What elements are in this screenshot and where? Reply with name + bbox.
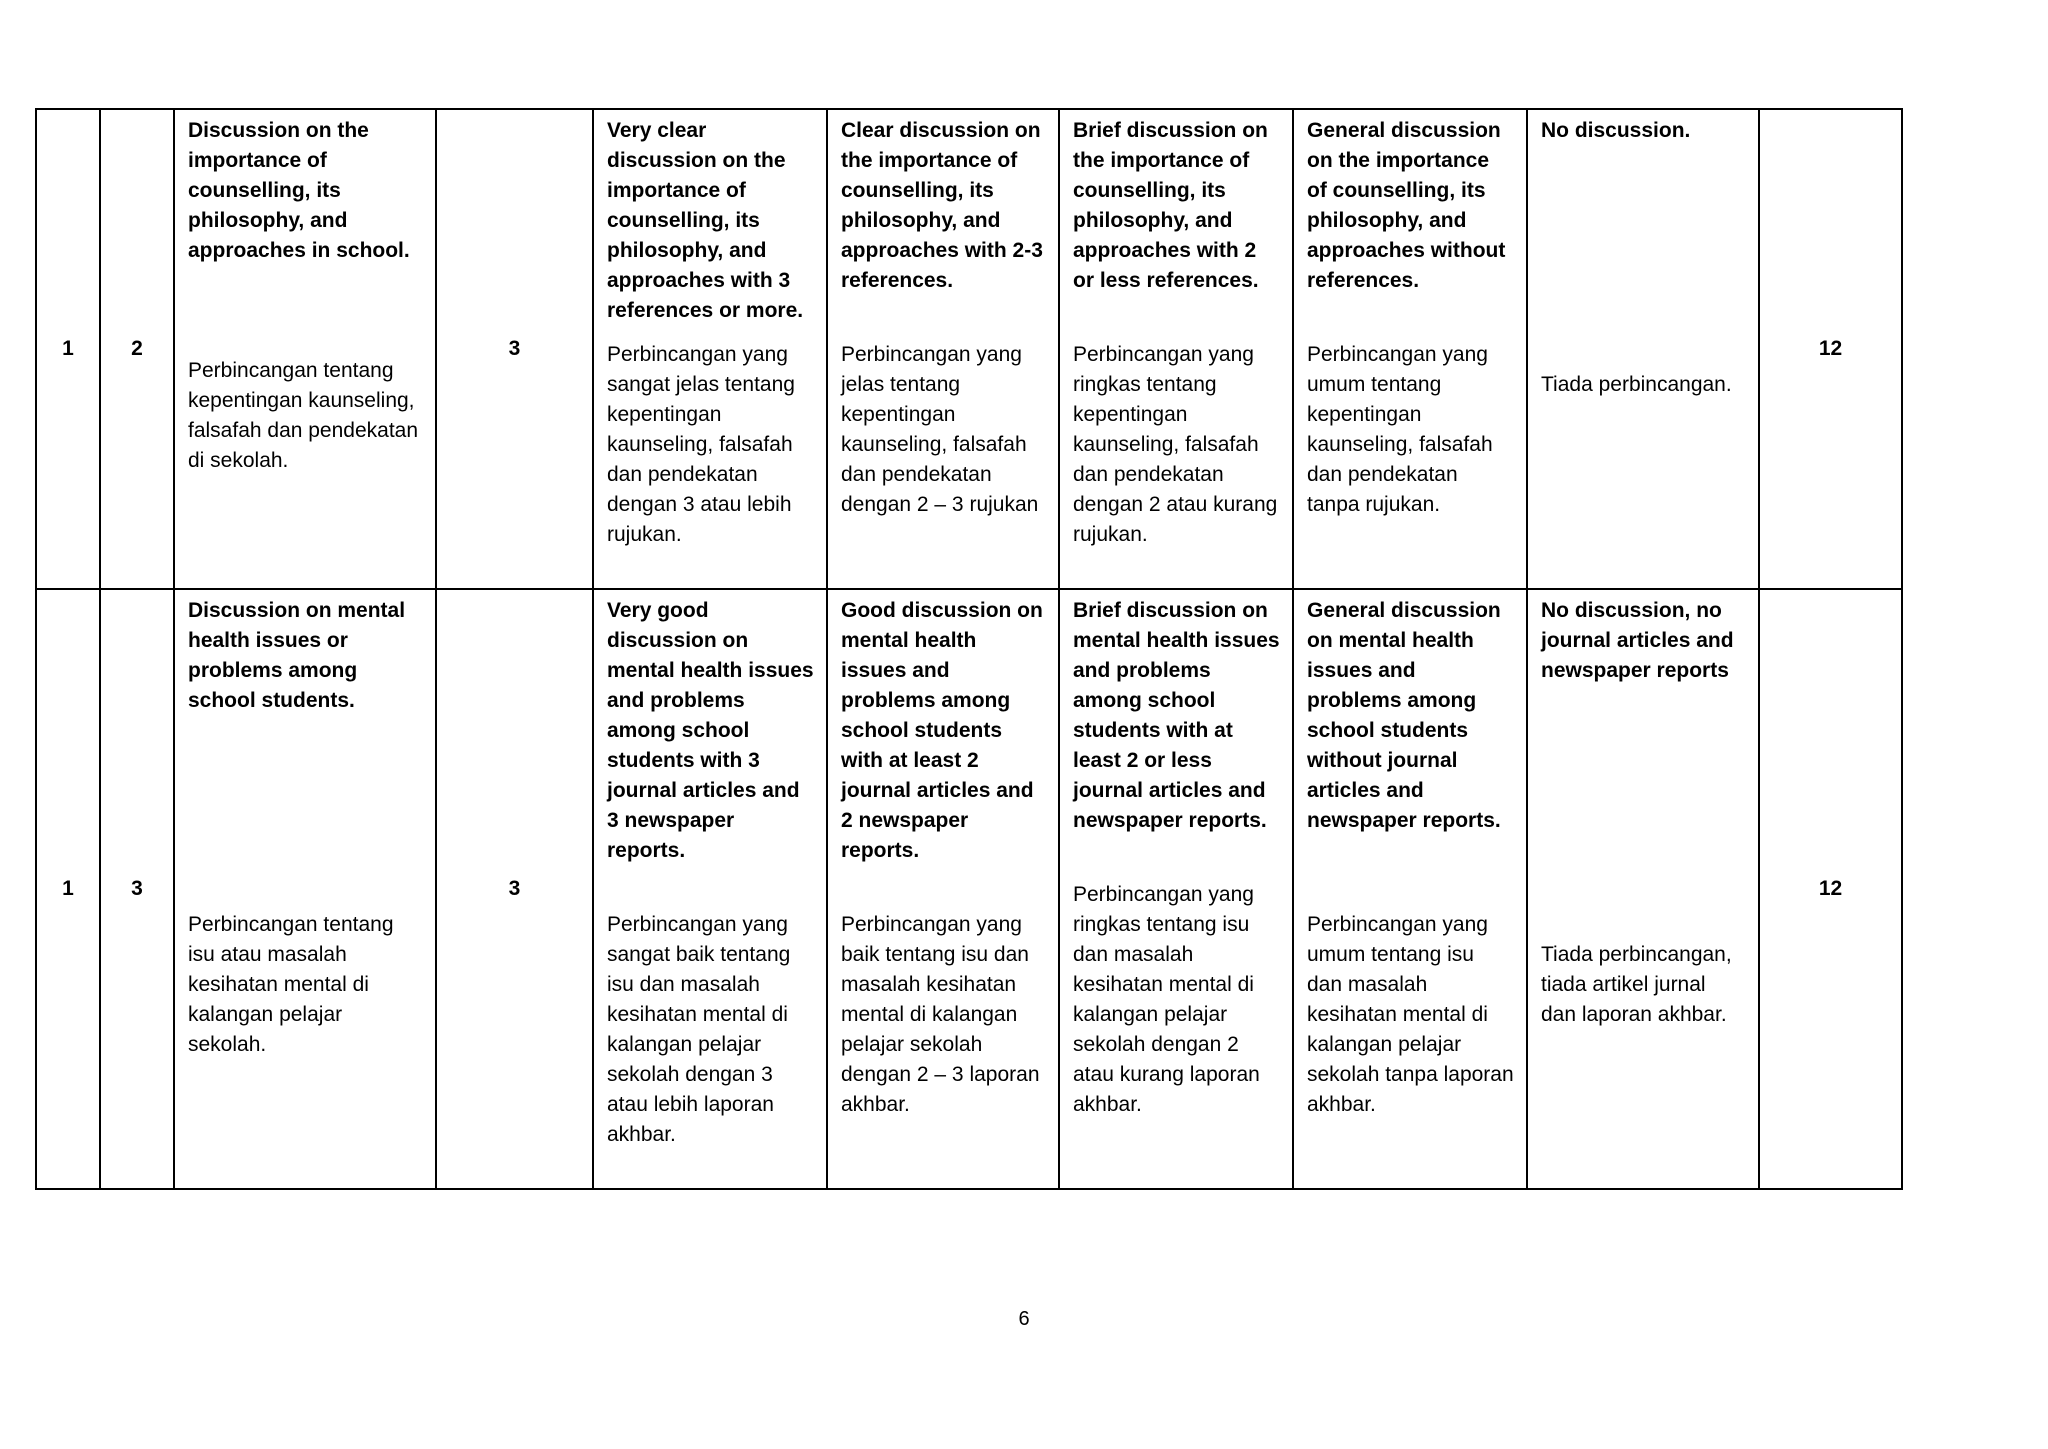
item-number: 3 (100, 589, 174, 1189)
criterion-en: Discussion on mental health issues or problems among school students. (188, 599, 406, 712)
criterion-ms: Perbincangan tentang isu atau masalah kesihatan mental di kalangan pelajar sekolah. (188, 913, 394, 1056)
level-cell-fair (1059, 109, 1293, 589)
level-en: Brief discussion on the importance of counselling, its philosophy, and approaches with 2 or less references. (1073, 119, 1268, 292)
criterion-cell (174, 109, 436, 589)
level-ms: Perbincangan yang ringkas tentang isu dan masalah kesihatan mental di kalangan pelajar sekolah dengan 2 atau kurang laporan akhbar. (1073, 883, 1260, 1116)
total-score: 12 (1759, 589, 1902, 1189)
level-ms: Perbincangan yang umum tentang kepentingan kaunseling, falsafah dan pendekatan tanpa rujukan. (1307, 343, 1493, 516)
criterion-cell (174, 589, 436, 1189)
criterion-en: Discussion on the importance of counselling, its philosophy, and approaches in school. (188, 119, 410, 262)
table-row (36, 109, 1902, 589)
level-ms: Tiada perbincangan. (1541, 373, 1732, 396)
level-en: Clear discussion on the importance of counselling, its philosophy, and approaches with 2-3 references. (841, 119, 1043, 292)
level-ms: Perbincangan yang ringkas tentang kepentingan kaunseling, falsafah dan pendekatan dengan 2 atau kurang rujukan. (1073, 343, 1278, 546)
level-cell-fair (1059, 589, 1293, 1189)
level-ms: Perbincangan yang sangat jelas tentang kepentingan kaunseling, falsafah dan pendekatan dengan 3 atau lebih rujukan. (607, 343, 795, 546)
level-ms: Perbincangan yang sangat baik tentang isu dan masalah kesihatan mental di kalangan pelajar sekolah dengan 3 atau lebih laporan akhbar. (607, 913, 791, 1146)
level-en: No discussion, no journal articles and newspaper reports (1541, 599, 1734, 682)
total-score: 12 (1759, 109, 1902, 589)
item-number: 2 (100, 109, 174, 589)
level-en: General discussion on mental health issues and problems among school students without journal articles and newspaper reports. (1307, 599, 1501, 832)
table-row (36, 589, 1902, 1189)
level-en: Very clear discussion on the importance of counselling, its philosophy, and approaches with 3 references or more. (607, 119, 804, 322)
row-number: 1 (36, 109, 100, 589)
level-ms: Tiada perbincangan, tiada artikel jurnal dan laporan akhbar. (1541, 943, 1732, 1026)
page-number: 6 (1018, 1308, 1030, 1330)
level-ms: Perbincangan yang umum tentang isu dan masalah kesihatan mental di kalangan pelajar sekolah tanpa laporan akhbar. (1307, 913, 1514, 1116)
level-cell-none (1527, 589, 1759, 1189)
weight-cell: 3 (436, 589, 593, 1189)
weight-cell: 3 (436, 109, 593, 589)
row-number: 1 (36, 589, 100, 1189)
level-en: Very good discussion on mental health issues and problems among school students with 3 journal articles and 3 newspaper reports. (607, 599, 814, 862)
level-cell-weak (1293, 589, 1527, 1189)
level-cell-excellent (593, 109, 827, 589)
rubric-table (35, 108, 1903, 1190)
level-cell-excellent (593, 589, 827, 1189)
level-en: Good discussion on mental health issues and problems among school students with at least 2 journal articles and 2 newspaper reports. (841, 599, 1043, 862)
level-en: General discussion on the importance of counselling, its philosophy, and approaches without references. (1307, 119, 1506, 292)
criterion-ms: Perbincangan tentang kepentingan kaunseling, falsafah dan pendekatan di sekolah. (188, 359, 419, 472)
level-cell-none (1527, 109, 1759, 589)
level-en: Brief discussion on mental health issues and problems among school students with at least 2 or less journal articles and newspaper reports. (1073, 599, 1280, 832)
level-cell-good (827, 589, 1059, 1189)
level-cell-weak (1293, 109, 1527, 589)
level-en: No discussion. (1541, 119, 1691, 142)
level-cell-good (827, 109, 1059, 589)
level-ms: Perbincangan yang jelas tentang kepentingan kaunseling, falsafah dan pendekatan dengan 2 – 3 rujukan (841, 343, 1039, 516)
level-ms: Perbincangan yang baik tentang isu dan masalah kesihatan mental di kalangan pelajar sekolah dengan 2 – 3 laporan akhbar. (841, 913, 1040, 1116)
